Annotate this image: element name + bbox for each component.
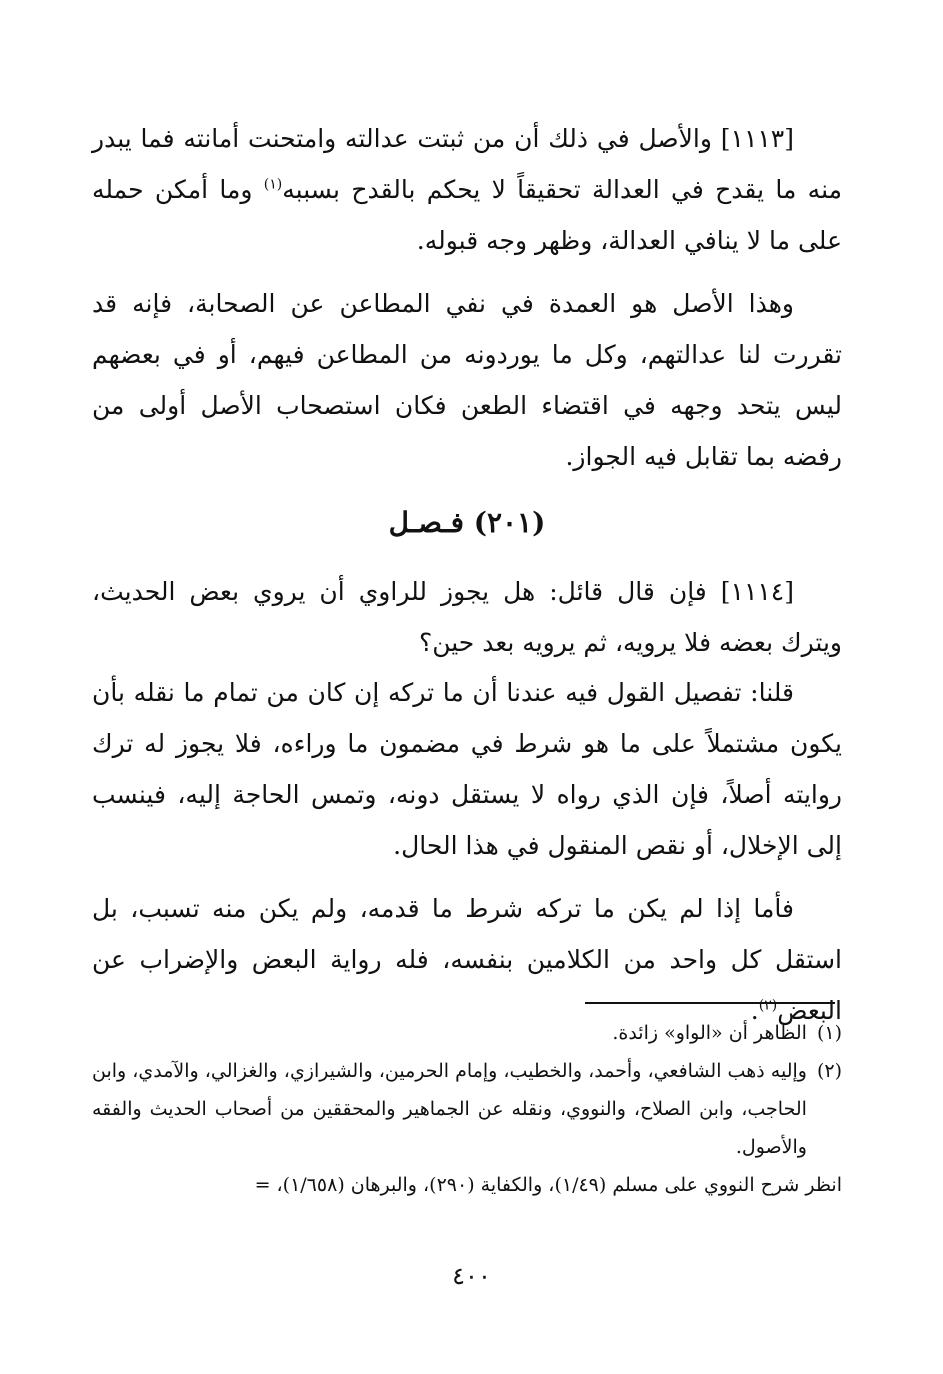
paragraph-text: [١١١٣] والأصل في ذلك أن من ثبتت عدالته وامتحنت أمانته فما يبدر منه ما يقدح في العدالة تحقيقاً لا يحكم بالقدح بسببه [92, 124, 843, 204]
paragraph-end-mark: . [750, 996, 759, 1025]
paragraph-text: وهذا الأصل هو العمدة في نفي المطاعن عن الصحابة، فإنه قد تقررت لنا عدالتهم، وكل ما يوردونه من المطاعن فيهم، أو في بعضهم ليس يتحد وجهه في اقتضاء الطعن فكان استصحاب الأصل أولى من رفضه بما تقابل فيه الجواز. [92, 289, 842, 471]
paragraph-text: [١١١٤] فإن قال قائل: هل يجوز للراوي أن يروي بعض الحديث، ويترك بعضه فلا يرويه، ثم يرويه بعد حين؟ [92, 577, 842, 657]
footnote-continuation: انظر شرح النووي على مسلم (١/٤٩)، والكفاية (٢٩٠)، والبرهان (١/٦٥٨)، = [254, 1174, 842, 1196]
paragraph-1114 [92, 566, 842, 668]
footnote-number: (١) [816, 1022, 842, 1044]
footnote-2 [92, 1052, 842, 1166]
footnote-divider [585, 1002, 835, 1004]
footnote-1 [92, 1014, 842, 1052]
footnote-ref-2: (٢) [758, 997, 778, 1014]
section-heading: (٢٠١) فـصـل [388, 506, 546, 539]
footnote-text: وإليه ذهب الشافعي، وأحمد، والخطيب، وإمام الحرمين، والشيرازي، والغزالي، والآمدي، وابن الحاجب، وابن الصلاح، والنووي، ونقله عن الجماهير والمحققين من أصحاب الحديث والفقه والأصول. [92, 1060, 807, 1158]
footnote-text: الظاهر أن «الواو» زائدة. [612, 1022, 807, 1044]
paragraph-text-end: وما أمكن حمله على ما لا ينافي العدالة، وظهر وجه قبوله. [92, 175, 842, 255]
footnotes [92, 1014, 842, 1204]
paragraph-text: فأما إذا لم يكن ما تركه شرط ما قدمه، ولم يكن منه تسبب، بل استقل كل واحد من الكلامين بنفسه، فله رواية البعض والإضراب عن البعض [92, 894, 842, 1025]
paragraph-answer [92, 667, 842, 871]
footnote-number: (٢) [816, 1060, 842, 1082]
paragraph-companions [92, 278, 842, 482]
page-number: ٤٠٠ [452, 1262, 491, 1290]
paragraph-1113 [92, 113, 842, 266]
footnote-ref-1: (١) [263, 176, 283, 193]
paragraph-text: قلنا: تفصيل القول فيه عندنا أن ما تركه إن كان من تمام ما نقله بأن يكون مشتملاً على ما هو شرط في مضمون ما وراءه، فلا يجوز له ترك روايته أصلاً، فإن الذي رواه لا يستقل دونه، وتمس الحاجة إليه، فينسب إلى الإخلال، أو نقص المنقول في هذا الحال. [92, 678, 842, 860]
